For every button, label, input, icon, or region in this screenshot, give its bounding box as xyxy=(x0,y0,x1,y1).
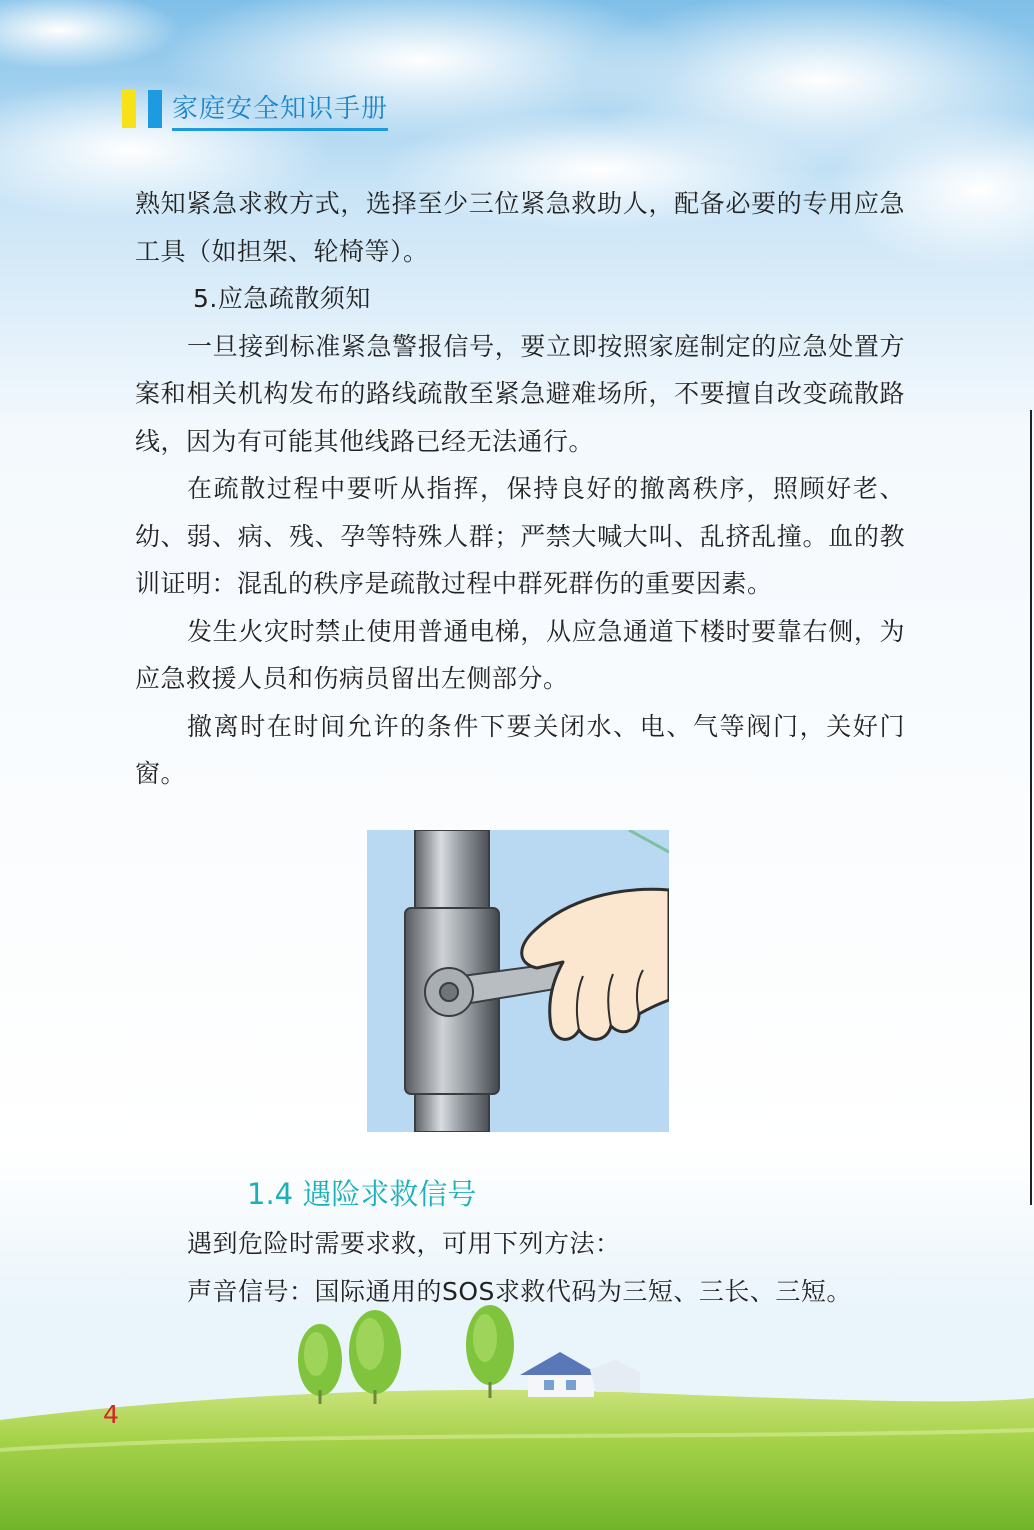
subheading-evacuation-notice: 5.应急疏散须知 xyxy=(193,284,371,313)
paragraph-distress-methods: 遇到危险时需要求救，可用下列方法： xyxy=(187,1229,621,1258)
valve-handle-illustration xyxy=(367,830,669,1132)
section-heading-distress-signals: 1.4 遇险求救信号 xyxy=(247,1177,477,1211)
paragraph-close-valves: 撤离时在时间允许的条件下要关闭水、电、气等阀门，关好门窗。 xyxy=(135,711,905,788)
body-text xyxy=(135,180,905,798)
paragraph-evacuation-order: 在疏散过程中要听从指挥，保持良好的撤离秩序，照顾好老、幼、弱、病、残、孕等特殊人群；严禁大喊大叫、乱挤乱撞。血的教训证明：混乱的秩序是疏散过程中群死群伤的重要因素。 xyxy=(135,474,905,598)
section-body-text xyxy=(135,1220,915,1315)
handbook-title: 家庭安全知识手册 xyxy=(172,88,388,131)
page-number: 4 xyxy=(103,1400,119,1429)
paragraph-fire-elevator: 发生火灾时禁止使用普通电梯，从应急通道下楼时要靠右侧，为应急救援人员和伤病员留出左侧部分。 xyxy=(135,616,905,693)
paragraph-evacuation-route: 一旦接到标准紧急警报信号，要立即按照家庭制定的应急处置方案和相关机构发布的路线疏散至紧急避难场所，不要擅自改变疏散路线，因为有可能其他线路已经无法通行。 xyxy=(135,331,905,456)
paragraph-sound-signal: 声音信号：国际通用的SOS求救代码为三短、三长、三短。 xyxy=(187,1276,852,1306)
page-edge-line xyxy=(1030,410,1032,1205)
paragraph-emergency-tools: 熟知紧急求救方式，选择至少三位紧急救助人，配备必要的专用应急工具（如担架、轮椅等）。 xyxy=(135,189,905,266)
header-yellow-bar xyxy=(122,90,136,128)
header-blue-bar xyxy=(148,90,162,128)
